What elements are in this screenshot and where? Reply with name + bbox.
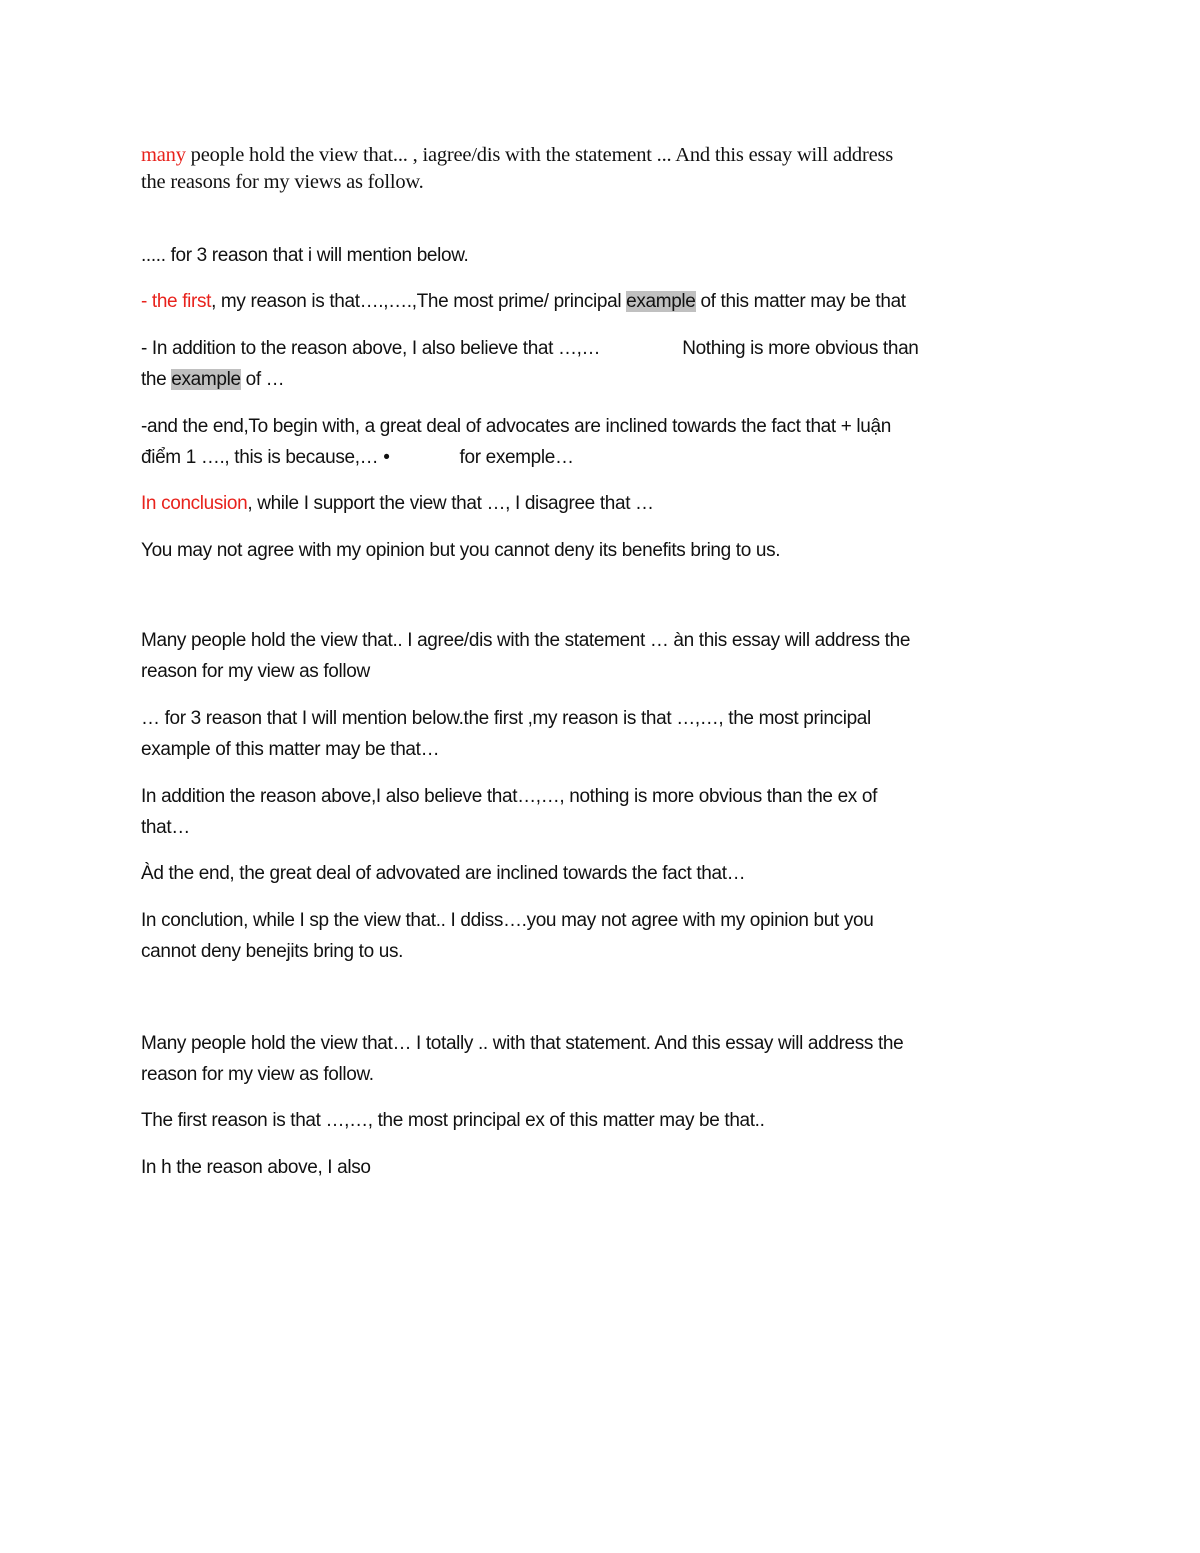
draft2-conclusion-line-1: In conclution, while I sp the view that.. I ddiss….you may not agree with my opinion but you [141,910,874,931]
paragraph-second-reason [141,333,1066,395]
highlighted-example-2: example [171,369,241,390]
paragraph-draft3-intro [141,1028,1066,1090]
highlighted-example: example [626,291,696,312]
paragraph-reasons-intro: ..... for 3 reason that i will mention below. [141,245,469,266]
draft2-first-line-1: … for 3 reason that I will mention below.the first ,my reason is that …,…, the most principal [141,708,871,729]
intro-line-2: the reasons for my views as follow. [141,171,424,193]
draft2-intro-line-1: Many people hold the view that.. I agree/dis with the statement … àn this essay will address the [141,630,911,651]
red-text-many: many [141,144,186,166]
conclusion-text: , while I support the view that …, I disagree that … [247,493,654,514]
third-reason-line-1: -and the end,To begin with, a great deal of advocates are inclined towards the fact that + luận [141,416,891,437]
second-reason-line-2a: the [141,369,172,390]
first-reason-text-2: of this matter may be that [695,291,906,312]
draft2-first-line-2: example of this matter may be that… [141,739,440,760]
paragraph-conclusion [141,488,1066,519]
draft3-intro-line-2: reason for my view as follow. [141,1064,374,1085]
paragraph-draft3-unfinished: In h the reason above, I also [141,1157,371,1178]
red-text-the-first: - the first [141,291,212,312]
draft2-conclusion-line-2: cannot deny benejits bring to us. [141,941,404,962]
second-reason-line-1b: Nothing is more obvious than [682,338,919,359]
paragraph-third-reason [141,411,1066,473]
second-reason-line-2b: of … [240,369,285,390]
paragraph-draft2-second-reason [141,781,1066,843]
paragraph-draft2-third-reason: Àd the end, the great deal of advovated are inclined towards the fact that… [141,863,746,884]
draft2-intro-line-2: reason for my view as follow [141,661,370,682]
draft2-second-line-2: that… [141,817,190,838]
red-text-in-conclusion: In conclusion [141,493,248,514]
paragraph-intro-template [141,142,1066,196]
intro-line-1: people hold the view that... , iagree/dis with the statement ... And this essay will address [185,144,894,166]
paragraph-draft2-conclusion [141,905,1066,967]
first-reason-text-1: , my reason is that….,….,The most prime/ principal [211,291,627,312]
draft2-second-line-1: In addition the reason above,I also believe that…,…, nothing is more obvious than the ex of [141,786,878,807]
paragraph-draft2-intro [141,625,1066,687]
third-reason-line-2b: for exemple… [459,447,574,468]
paragraph-draft2-first-reason [141,703,1066,765]
draft3-intro-line-1: Many people hold the view that… I totally .. with that statement. And this essay will address the [141,1033,904,1054]
paragraph-closing: You may not agree with my opinion but you cannot deny its benefits bring to us. [141,540,781,561]
third-reason-line-2a: điểm 1 …., this is because,… • [141,447,390,468]
second-reason-line-1a: - In addition to the reason above, I also believe that …,… [141,338,601,359]
paragraph-draft3-first-reason: The first reason is that …,…, the most principal ex of this matter may be that.. [141,1110,765,1131]
paragraph-first-reason [141,286,1066,317]
